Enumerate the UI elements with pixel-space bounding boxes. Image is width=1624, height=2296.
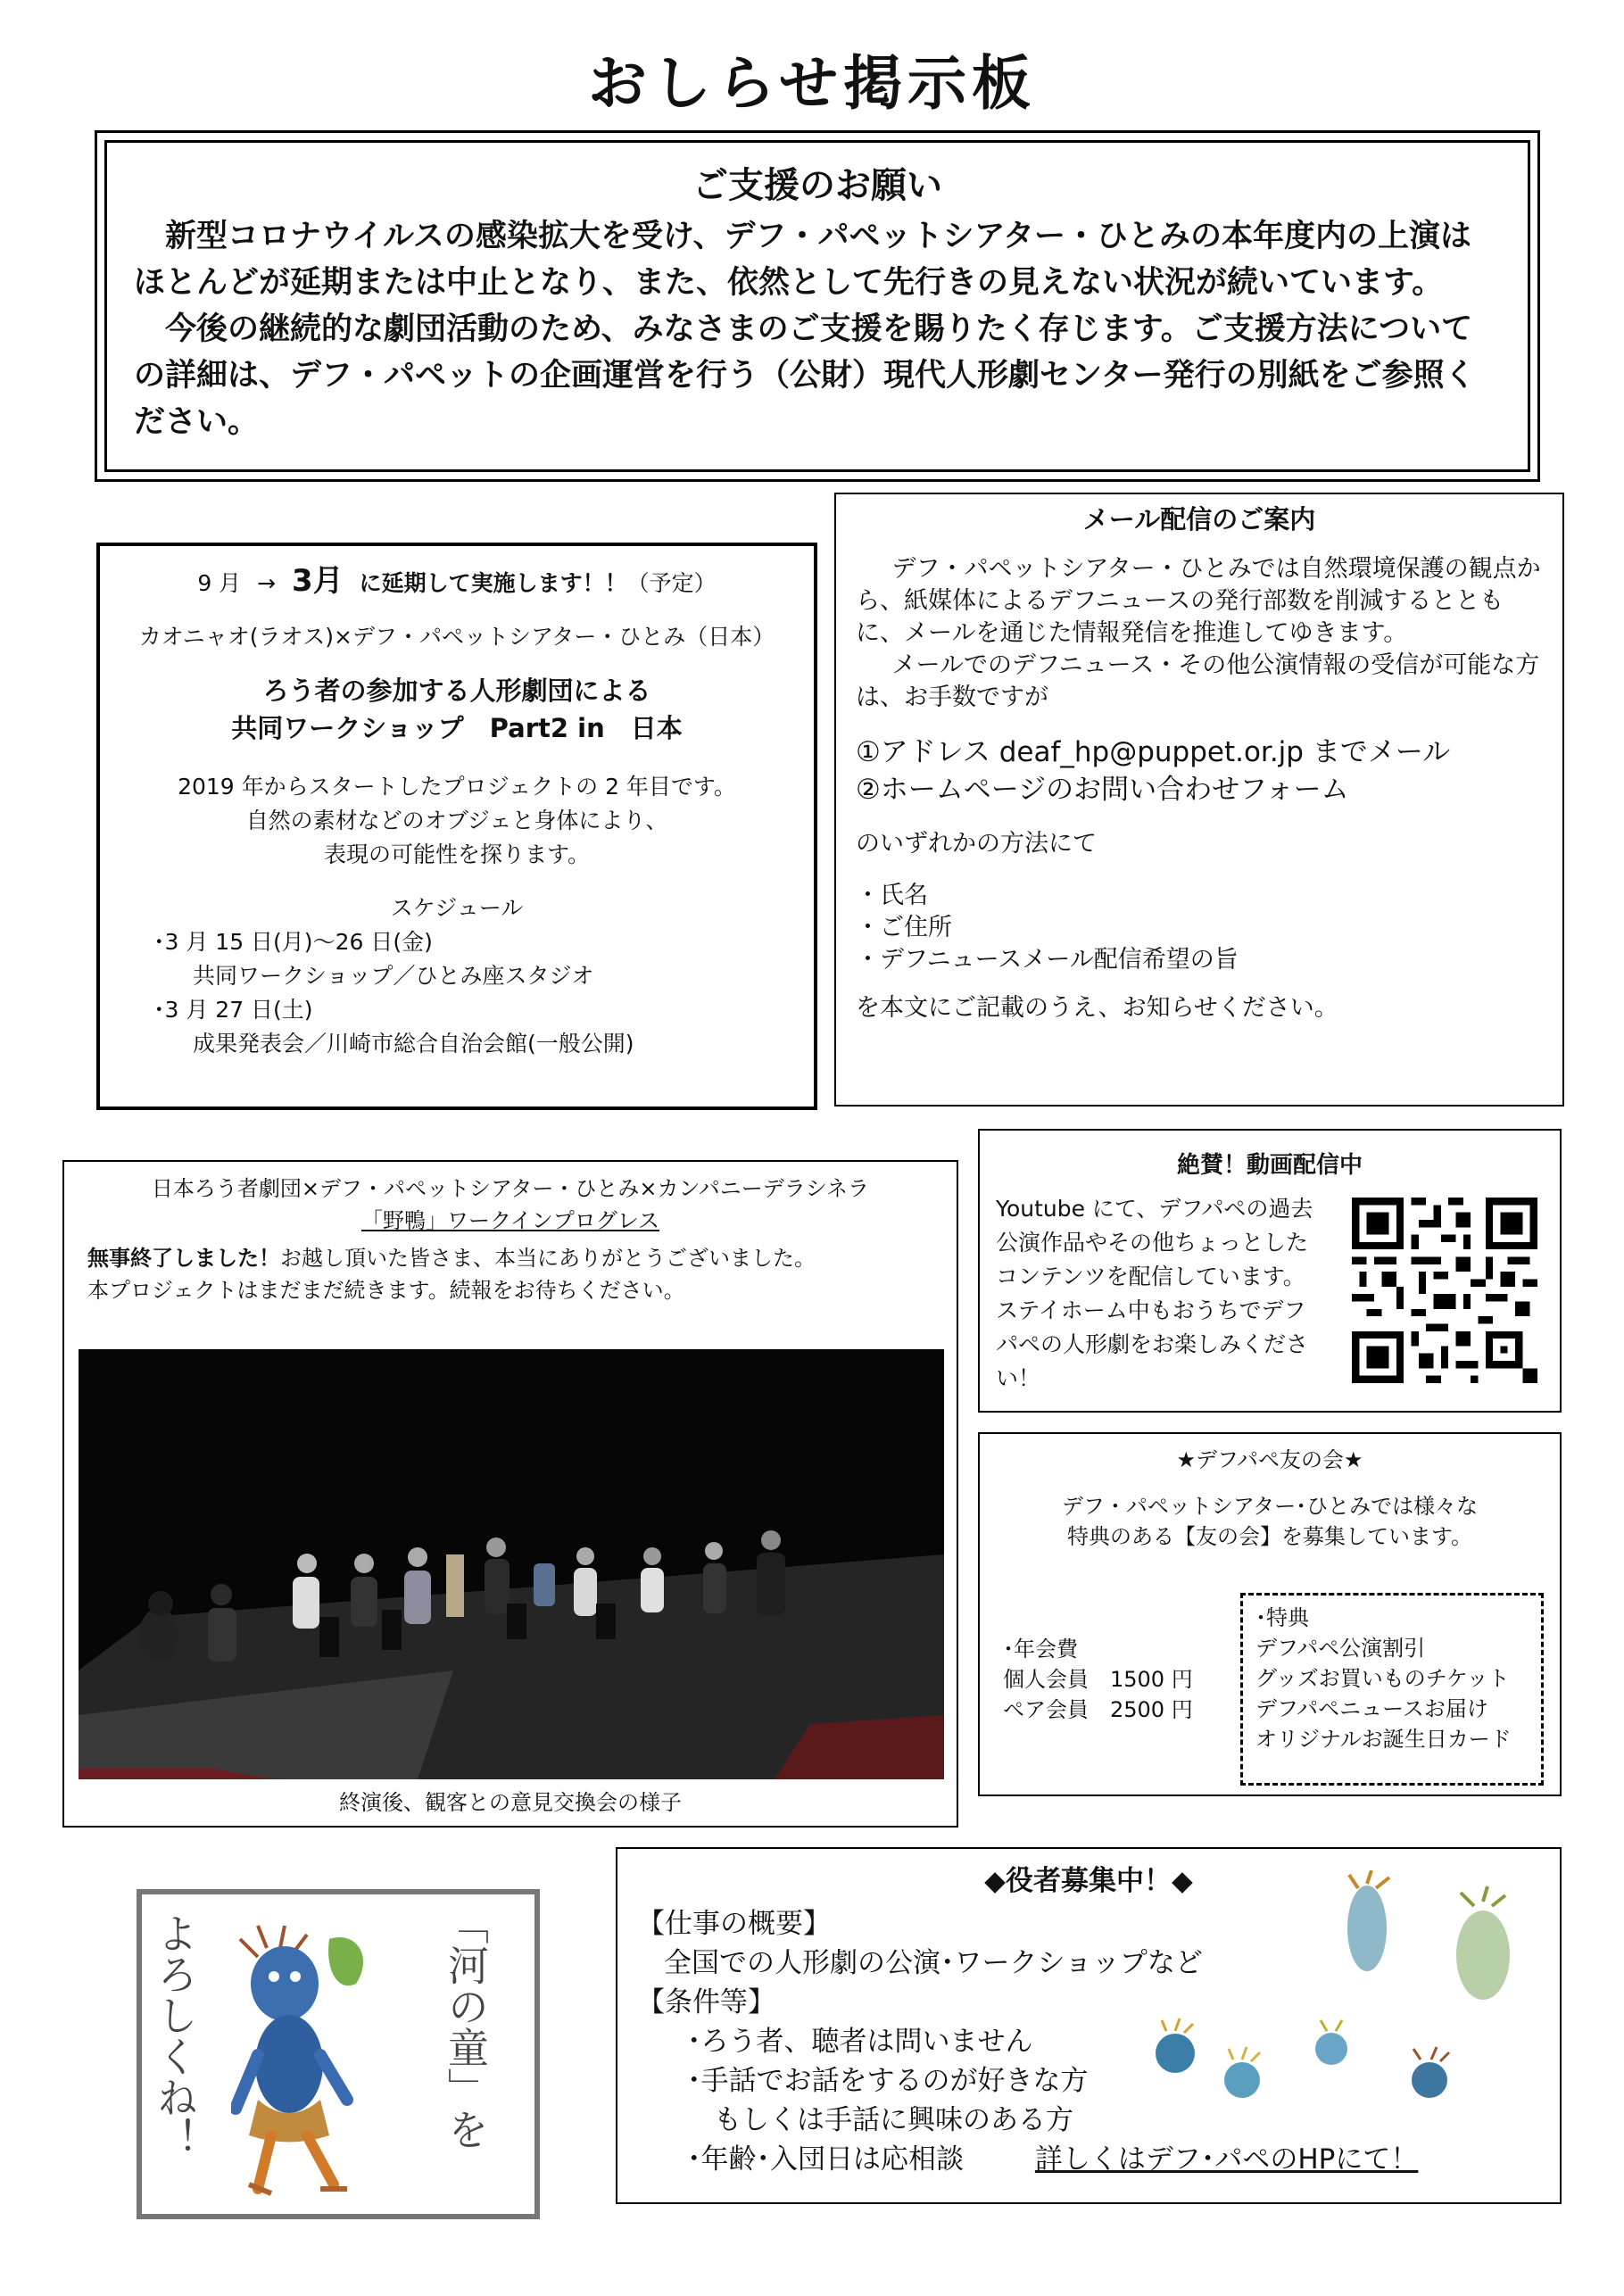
page-title: おしらせ掲示板: [587, 49, 1037, 118]
qr-code-icon[interactable]: [1352, 1198, 1537, 1383]
postpone-line: [123, 564, 791, 601]
mail-item-2: ・ご住所: [856, 914, 952, 941]
workshop-title-1: ろう者の参加する人形劇団による: [262, 676, 651, 706]
recruit-box: [616, 1847, 1562, 2204]
cond-2b: もしくは手話に興味のある方: [714, 2104, 1073, 2136]
photo-box-line-1: 日本ろう者劇団×デフ・パペットシアター・ひとみ×カンパニーデラシネラ: [151, 1176, 870, 1201]
workshop-desc-3: 表現の可能性を探ります。: [323, 841, 590, 867]
cond-3: ･年齢･入団日は応相談: [687, 2143, 964, 2176]
workshop-title-2: 共同ワークショップ Part2 in 日本: [231, 713, 683, 743]
perk-2: グッズお買いものチケット: [1255, 1666, 1510, 1691]
stage-photo: [79, 1349, 944, 1779]
workshop-desc-2: 自然の素材などのオブジェと身体により、: [245, 808, 668, 833]
arrow: →: [257, 570, 277, 596]
job-text: 全国での人形劇の公演･ワークショップなど: [664, 1947, 1203, 1979]
more-info-link[interactable]: 詳しくはデフ･パペのHPにて！: [1034, 2143, 1419, 2176]
perk-3: デフパペニュースお届け: [1255, 1696, 1488, 1721]
mail-heading: メール配信のご案内: [1082, 504, 1316, 535]
schedule-1-event: 共同ワークショップ／ひとみ座スタジオ: [193, 963, 594, 989]
month-to: 3月: [292, 563, 344, 599]
tentative: （予定）: [626, 570, 717, 596]
mail-either: のいずれかの方法にて: [856, 830, 1097, 858]
fee-pair: ペア会員 2500 円: [1003, 1697, 1193, 1722]
support-paragraph-2: 今後の継続的な劇団活動のため、みなさまのご支援を賜りたく存じます。ご支援方法についての詳細は、デフ・パペットの企画運営を行う（公財）現代人形劇センター発行の別紙をご参照ください。: [134, 311, 1476, 440]
performance-report-box: [62, 1160, 958, 1828]
workshop-desc-1: 2019 年からスタートしたプロジェクトの 2 年目です。: [178, 774, 736, 800]
friends-heading: ★デフパペ友の会★: [1176, 1447, 1363, 1472]
video-box: [978, 1129, 1562, 1413]
support-request-box: [95, 130, 1540, 482]
mail-item-3: ・デフニュースメール配信希望の旨: [856, 946, 1239, 974]
fee-individual: 個人会員 1500 円: [1003, 1667, 1193, 1692]
job-label: 【仕事の概要】: [637, 1908, 831, 1940]
schedule-2-date: ･3 月 27 日(土): [153, 997, 313, 1023]
support-heading: ご支援のお願い: [692, 165, 942, 206]
continue-text: 本プロジェクトはまだまだ続きます。続報をお待ちください。: [87, 1278, 685, 1303]
stage-scene: [79, 1349, 944, 1779]
done-text: 無事終了しました！: [87, 1246, 280, 1271]
puppet-illustrations-icon: [1099, 1870, 1545, 2138]
schedule-2-event: 成果発表会／川崎市総合自治会館(一般公開): [193, 1031, 634, 1057]
photo-caption: 終演後、観客との意見交換会の様子: [339, 1790, 682, 1815]
recruit-heading: ◆役者募集中！◆: [984, 1865, 1193, 1897]
schedule-label: スケジュール: [390, 895, 524, 921]
support-paragraph-1: 新型コロナウイルスの感染拡大を受け、デフ・パペットシアター・ひとみの本年度内の上演はほとんどが延期または中止となり、また、依然として先行きの見えない状況が続いています。: [134, 219, 1472, 301]
kappa-card: [137, 1889, 540, 2219]
cond-label: 【条件等】: [637, 1986, 775, 2018]
mail-para-1: デフ・パペットシアター・ひとみでは自然環境保護の観点から、紙媒体によるデフニュースの発行部数を削減するとともに、メールを通じた情報発信を推進してゆきます。: [856, 555, 1541, 647]
mail-option-2: ②ホームページのお問い合わせフォーム: [856, 774, 1349, 806]
postpone-text: に延期して実施します！！: [359, 570, 627, 596]
fee-label: ･年会費: [1003, 1637, 1078, 1662]
collab-line: カオニャオ(ラオス)×デフ・パペットシアター・ひとみ（日本）: [138, 624, 775, 650]
mail-para-2: メールでのデフニュース・その他公演情報の受信が可能な方は、お手数ですが: [856, 651, 1540, 711]
perks-box: [1240, 1593, 1544, 1786]
video-heading: 絶賛！動画配信中: [1176, 1152, 1363, 1179]
kappa-line-2: よろしくね！: [151, 1912, 199, 2159]
mail-info-box: [834, 493, 1564, 1107]
perk-label: ･特典: [1255, 1605, 1309, 1630]
mail-option-1: ①アドレス deaf_hp@puppet.or.jp までメール: [856, 736, 1451, 768]
thanks-text: お越し頂いた皆さま、本当にありがとうございました。: [280, 1246, 816, 1271]
kappa-puppet-icon: [231, 1921, 383, 2198]
schedule-1-date: ･3 月 15 日(月)～26 日(金): [153, 929, 433, 955]
friends-intro-2: 特典のある【友の会】を募集しています。: [1066, 1524, 1473, 1549]
kappa-line-1: 「河の童」を: [442, 1903, 490, 2150]
cond-2: ･手話でお話をするのが好きな方: [687, 2065, 1089, 2097]
photo-box-line-2: 「野鴨」ワークインプログレス: [360, 1208, 660, 1233]
workshop-box: [96, 543, 817, 1110]
friends-club-box: [978, 1432, 1562, 1796]
month-from: 9 月: [197, 570, 242, 596]
mail-item-1: ・氏名: [856, 882, 928, 909]
mail-closing: を本文にご記載のうえ、お知らせください。: [856, 994, 1338, 1022]
perk-4: オリジナルお誕生日カード: [1255, 1727, 1512, 1752]
perk-1: デフパペ公演割引: [1255, 1636, 1426, 1661]
friends-intro-1: デフ・パペットシアター･ひとみでは様々な: [1061, 1494, 1479, 1519]
cond-1: ･ろう者、聴者は問いません: [687, 2026, 1033, 2058]
video-text: Youtube にて、デフパペの過去公演作品やその他ちょっとしたコンテンツを配信しています。ステイホーム中もおうちでデフパペの人形劇をお楽しみください！: [996, 1196, 1313, 1391]
